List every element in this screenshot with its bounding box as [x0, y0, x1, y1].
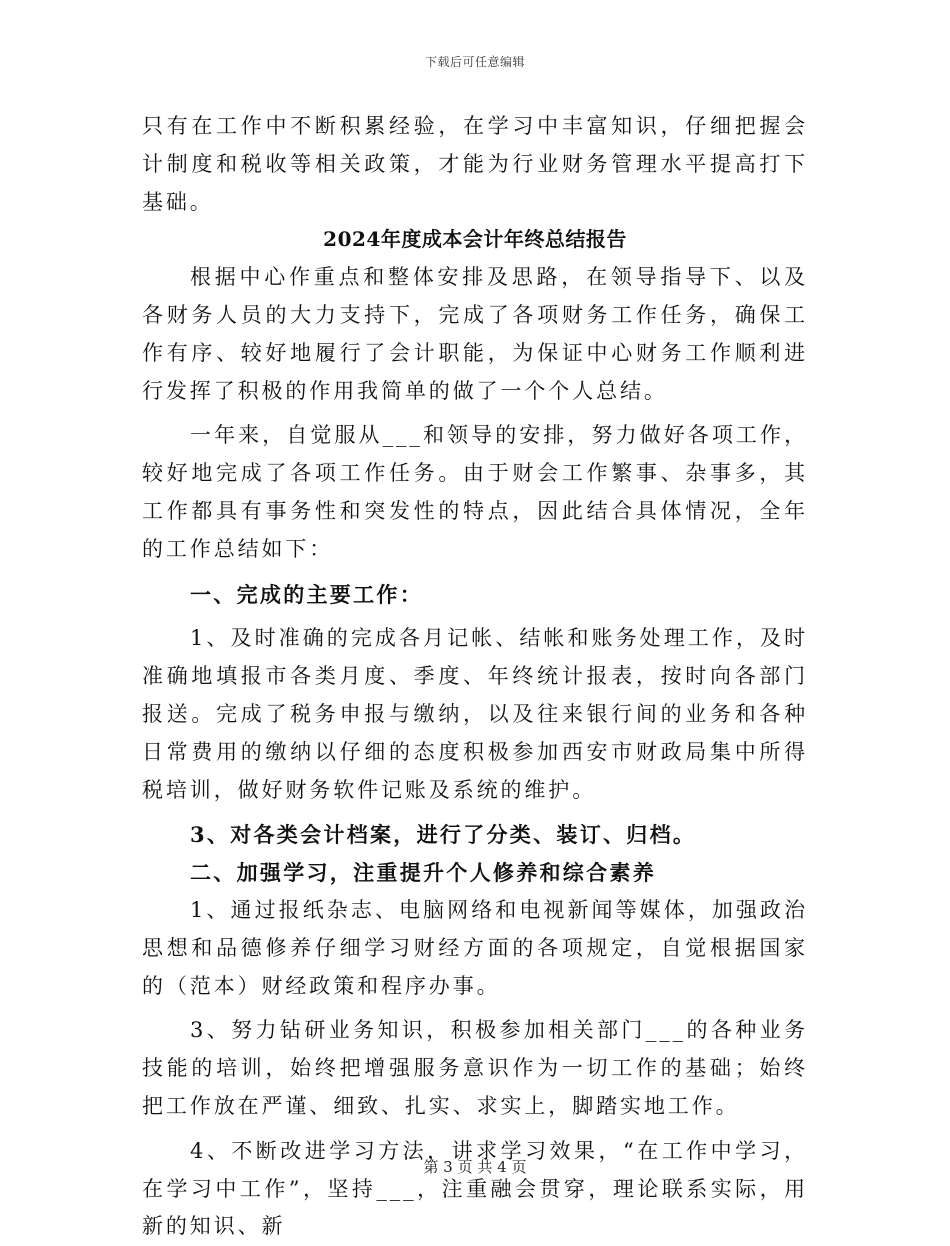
document-title: 2024年度成本会计年终总结报告: [323, 227, 627, 252]
section-heading-main-work: 一、完成的主要工作：: [190, 581, 423, 607]
paragraph-learning-1: 1、通过报纸杂志、电脑网络和电视新闻等媒体，加强政治思想和品德修养仔细学习财经方面的各项规定，自觉根据国家的（范本）财经政策和程序办事。: [142, 897, 808, 998]
heading-archives: 3、对各类会计档案，进行了分类、装订、归档。: [190, 822, 697, 848]
page-header-note: 下载后可任意编辑: [424, 55, 525, 69]
paragraph-continuation: 只有在工作中不断积累经验，在学习中丰富知识，仔细把握会计制度和税收等相关政策，才能为行业财务管理水平提高打下基础。: [142, 114, 808, 214]
paragraph-intro: 根据中心作重点和整体安排及思路，在领导指导下、以及各财务人员的大力支持下，完成了各项财务工作任务，确保工作有序、较好地履行了会计职能，为保证中心财务工作顺利进行发挥了积极的作用我简单的做了一个个人总结。: [142, 265, 808, 403]
page-number-footer: 第 3 页 共 4 页: [423, 1158, 527, 1176]
section-heading-learning: 二、加强学习，注重提升个人修养和综合素养: [190, 860, 656, 886]
document-body: [142, 108, 808, 1246]
paragraph-main-work-1: 1、及时准确的完成各月记帐、结帐和账务处理工作，及时准确地填报市各类月度、季度、年终统计报表，按时向各部门报送。完成了税务申报与缴纳，以及往来银行间的业务和各种日常费用的缴纳以仔细的态度积极参加西安市财政局集中所得税培训，做好财务软件记账及系统的维护。: [142, 626, 808, 802]
paragraph-learning-3: 3、努力钻研业务知识，积极参加相关部门___的各种业务技能的培训，始终把增强服务意识作为一切工作的基础；始终把工作放在严谨、细致、扎实、求实上，脚踏实地工作。: [142, 1018, 808, 1118]
paragraph-overview: 一年来，自觉服从___和领导的安排，努力做好各项工作，较好地完成了各项工作任务。由于财会工作繁事、杂事多，其工作都具有事务性和突发性的特点，因此结合具体情况，全年的工作总结如下：: [142, 423, 808, 561]
paragraph-learning-4: 4、不断改进学习方法，讲求学习效果，“在工作中学习，在学习中工作”，坚持___，注重融会贯穿，理论联系实际，用新的知识、新: [142, 1138, 808, 1239]
